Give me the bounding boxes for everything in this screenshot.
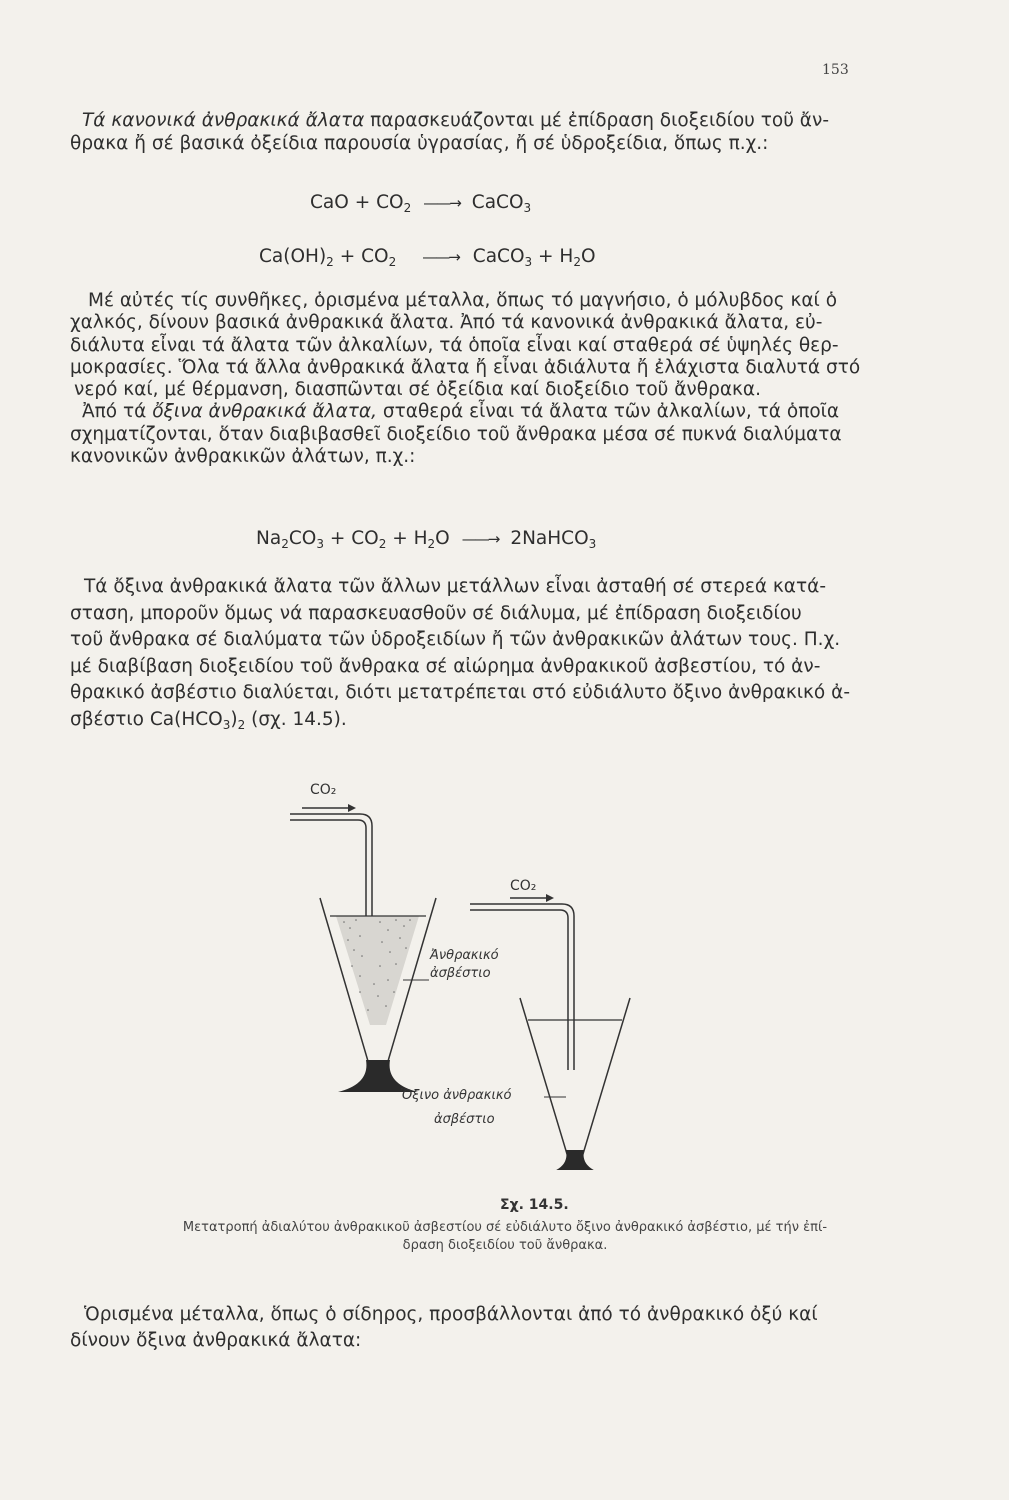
para1-line1: Τά κανονικά ἀνθρακικά ἄλατα παρασκευάζονται μέ ἐπίδραση διοξειδίου τοῦ ἄν- xyxy=(82,110,830,131)
para4-line1: Ὁρισμένα μέταλλα, ὅπως ὁ σίδηρος, προσβάλλονται ἀπό τό ἀνθρακικό ὀξύ καί xyxy=(84,1304,818,1325)
paragraph-3 xyxy=(70,574,870,733)
equation-2: $Ca(OH)_2 + CO_2$ ——→ CaCO$_3$ + $H_2O$ xyxy=(259,246,596,269)
para2-line3: διάλυτα εἶναι τά ἄλατα τῶν ἀλκαλίων, τά ὁποῖα εἶναι καί σταθερά σέ ὑψηλές θερ- xyxy=(70,334,839,356)
paragraph-1 xyxy=(70,110,870,155)
para2-line2: χαλκός, δίνουν βασικά ἀνθρακικά ἄλατα. Ἀπό τά κανονικά ἀνθρακικά ἄλατα, εὐ- xyxy=(70,312,823,334)
label-calcium-carbonate-2: ἀσβέστιο xyxy=(430,966,491,981)
co2-label-right: CO₂ xyxy=(510,878,537,894)
para2-line1: Μέ αὐτές τίς συνθῆκες, ὁρισμένα μέταλλα, ὅπως τό μαγνήσιο, ὁ μόλυβδος καί ὁ xyxy=(88,290,838,311)
page-number: 153 xyxy=(822,62,849,78)
co2-arrow-left xyxy=(302,804,356,812)
reaction-arrow: ——→ xyxy=(422,248,459,266)
para3-line3: τοῦ ἄνθρακα σέ διαλύματα τῶν ὑδροξειδίων ἤ τῶν ἀνθρακικῶν ἀλάτων τους. Π.χ. xyxy=(70,629,841,650)
flask-right xyxy=(520,998,630,1170)
reaction-arrow: ——→ xyxy=(461,530,499,548)
para2-line4: μοκρασίες. Ὅλα τά ἄλλα ἀνθρακικά ἄλατα ἤ εἶναι ἀδιάλυτα ἤ ἐλάχιστα διαλυτά στό xyxy=(70,356,861,378)
reaction-arrow: ——→ xyxy=(423,194,460,212)
flask-left xyxy=(320,898,436,1092)
para3-line4: μέ διαβίβαση διοξειδίου τοῦ ἄνθρακα σέ αἰώρημα ἀνθρακικοῦ ἀσβεστίου, τό ἀν- xyxy=(70,655,821,677)
term-acid-carbonates: ὄξινα ἀνθρακικά ἄλατα, xyxy=(152,401,378,423)
co2-label-left: CO₂ xyxy=(310,782,337,798)
para4-line2: δίνουν ὄξινα ἀνθρακικά ἄλατα: xyxy=(70,1330,362,1351)
co2-arrow-right xyxy=(510,894,554,902)
paragraph-2 xyxy=(70,290,870,468)
label-calcium-carbonate-1: Ἀνθρακικό xyxy=(430,948,499,963)
label-calcium-bicarbonate-1: Ὄξινο ἀνθρακικό xyxy=(400,1088,512,1103)
gas-tube-right xyxy=(470,904,574,1070)
para2-line8: κανονικῶν ἀνθρακικῶν ἀλάτων, π.χ.: xyxy=(70,446,416,468)
figure-caption: Μετατροπή ἀδιαλύτου ἀνθρακικοῦ ἀσβεστίου σέ εὐδιάλυτο ὄξινο ἀνθρακικό ἀσβέστιο, μέ τήν ἐπί- δραση διοξειδίου τοῦ ἄνθρακα. xyxy=(182,1220,828,1253)
para3-line5: θρακικό ἀσβέστιο διαλύεται, διότι μετατρέπεται στό εὐδιάλυτο ὄξινο ἀνθρακικό ἀ- xyxy=(70,682,850,703)
para2-line7: σχηματίζονται, ὅταν διαβιβασθεῖ διοξείδιο τοῦ ἄνθρακα μέσα σέ πυκνά διαλύματα xyxy=(70,423,842,445)
equation-1: CaO + $CO_2$ ——→ CaCO$_3$ xyxy=(310,192,532,215)
para3-line6: σβέστιο $Ca(HCO_3)_2$ (σχ. 14.5). xyxy=(70,708,347,732)
para2-line6: Ἀπό τά ὄξινα ἀνθρακικά ἄλατα, σταθερά εἶναι τά ἄλατα τῶν ἀλκαλίων, τά ὁποῖα xyxy=(82,401,840,423)
equation-3: $Na_2CO_3 + CO_2 + H_2O$ ——→ 2NaHCO$_3$ xyxy=(256,528,597,551)
para1-line2: θρακα ἤ σέ βασικά ὀξείδια παρουσία ὑγρασίας, ἤ σέ ὑδροξείδια, ὅπως π.χ.: xyxy=(70,132,769,154)
para3-line1: Τά ὄξινα ἀνθρακικά ἄλατα τῶν ἄλλων μετάλλων εἶναι ἀσταθή σέ στερεά κατά- xyxy=(84,576,827,597)
paragraph-4 xyxy=(70,1302,870,1354)
label-calcium-bicarbonate-2: ἀσβέστιο xyxy=(434,1112,495,1127)
para2-line5: νερό καί, μέ θέρμανση, διασπῶνται σέ ὀξείδια καί διοξείδιο τοῦ ἄνθρακα. xyxy=(74,379,762,401)
para3-line2: σταση, μποροῦν ὅμως νά παρασκευασθοῦν σέ διάλυμα, μέ ἐπίδραση διοξειδίου xyxy=(70,602,802,624)
figure-14-5 xyxy=(290,770,690,1170)
figure-number: Σχ. 14.5. xyxy=(500,1197,569,1213)
term-normal-carbonates: Τά κανονικά ἀνθρακικά ἄλατα xyxy=(82,110,365,131)
